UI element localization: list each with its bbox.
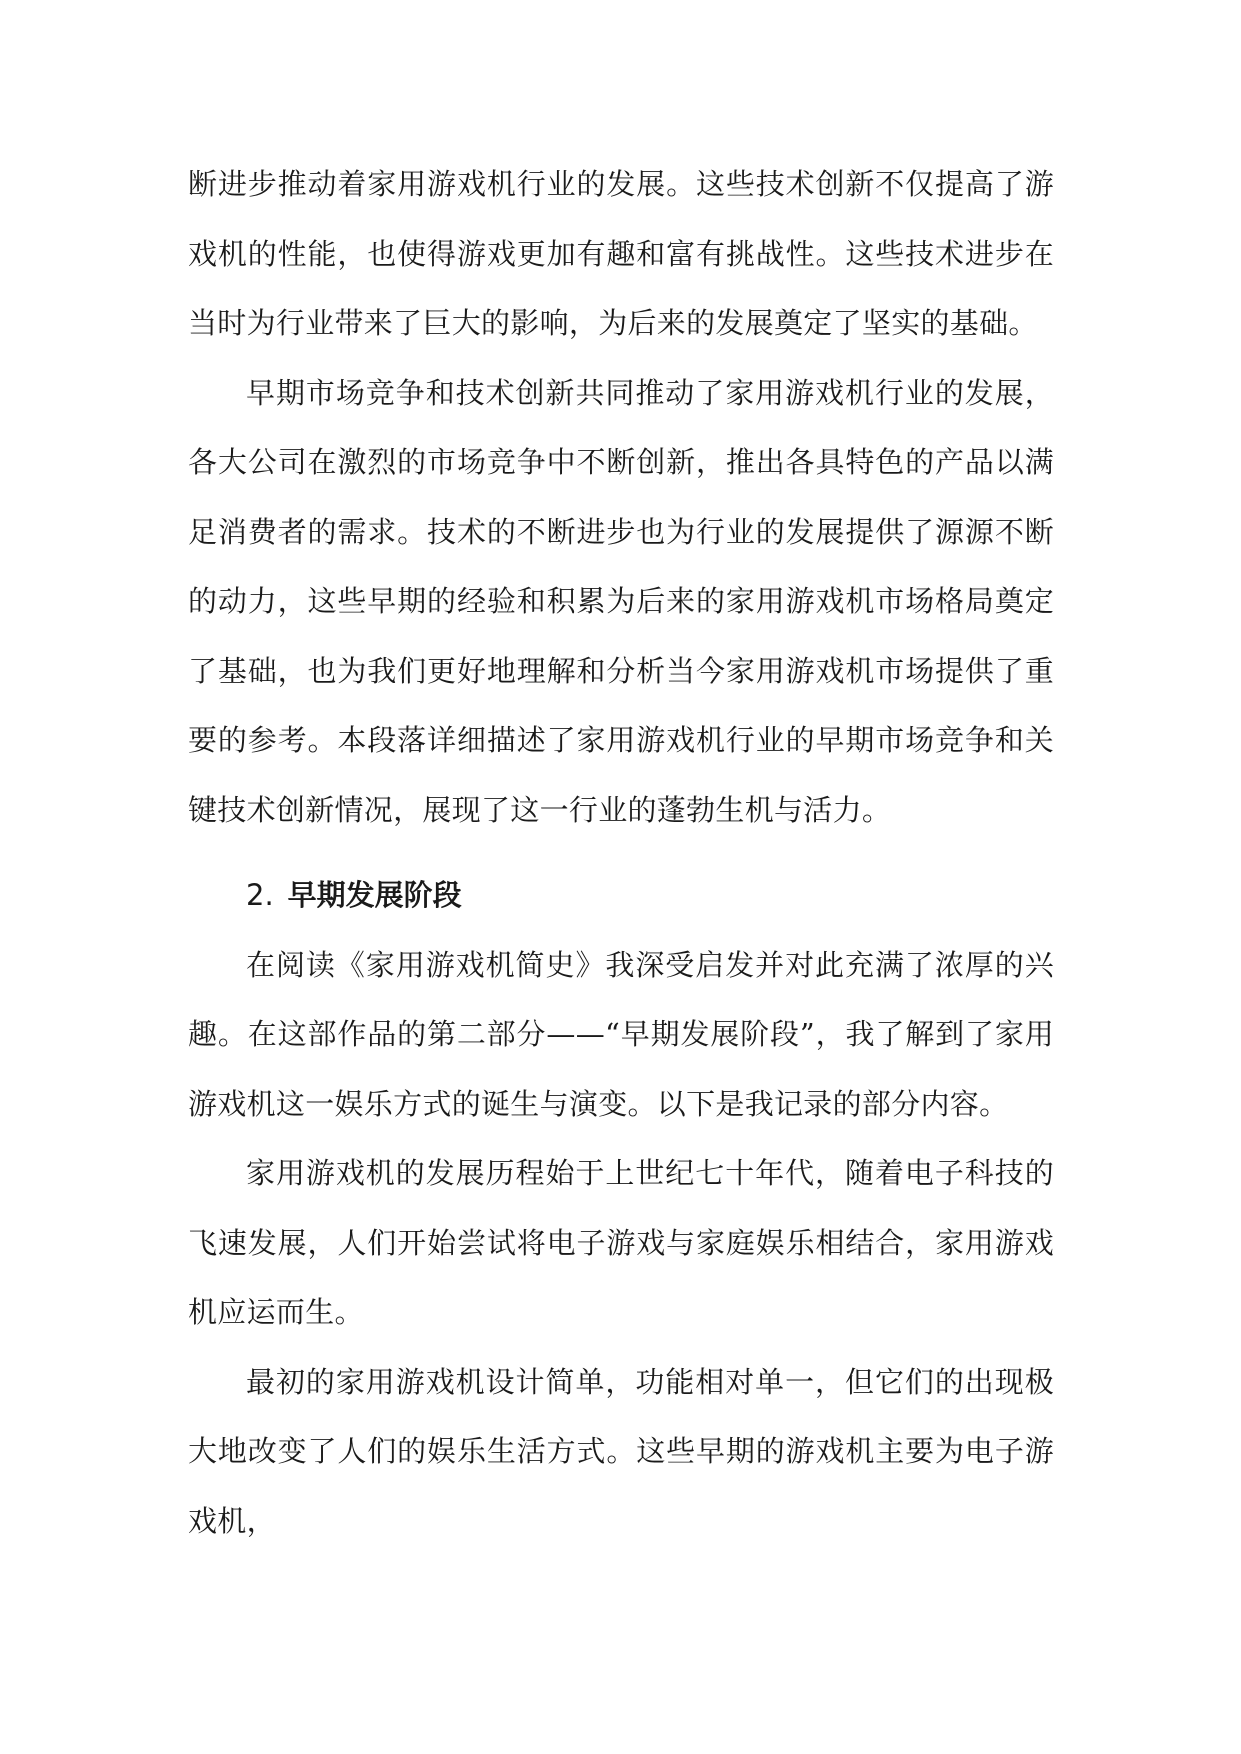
paragraph: 最初的家用游戏机设计简单，功能相对单一，但它们的出现极大地改变了人们的娱乐生活方式。这些早期的游戏机主要为电子游戏机，: [188, 1364, 1054, 1538]
paragraph: 早期市场竞争和技术创新共同推动了家用游戏机行业的发展，各大公司在激烈的市场竞争中不断创新，推出各具特色的产品以满足消费者的需求。技术的不断进步也为行业的发展提供了源源不断的动力，这些早期的经验和积累为后来的家用游戏机市场格局奠定了基础，也为我们更好地理解和分析当今家用游戏机市场提供了重要的参考。本段落详细描述了家用游戏机行业的早期市场竞争和关键技术创新情况，展现了这一行业的蓬勃生机与活力。: [188, 375, 1054, 827]
paragraph: 家用游戏机的发展历程始于上世纪七十年代，随着电子科技的飞速发展，人们开始尝试将电子游戏与家庭娱乐相结合，家用游戏机应运而生。: [188, 1156, 1054, 1329]
paragraph-continued: 断进步推动着家用游戏机行业的发展。这些技术创新不仅提高了游戏机的性能，也使得游戏更加有趣和富有挑战性。这些技术进步在当时为行业带来了巨大的影响，为后来的发展奠定了坚实的基础。: [188, 167, 1054, 340]
section-heading: [188, 861, 1054, 931]
section-title: 早期发展阶段: [287, 878, 462, 912]
section-number: 2.: [246, 878, 274, 912]
paragraph: 在阅读《家用游戏机简史》我深受启发并对此充满了浓厚的兴趣。在这部作品的第二部分——“早期发展阶段”，我了解到了家用游戏机这一娱乐方式的诞生与演变。以下是我记录的部分内容。: [188, 947, 1054, 1121]
document-body: [188, 150, 1054, 1556]
